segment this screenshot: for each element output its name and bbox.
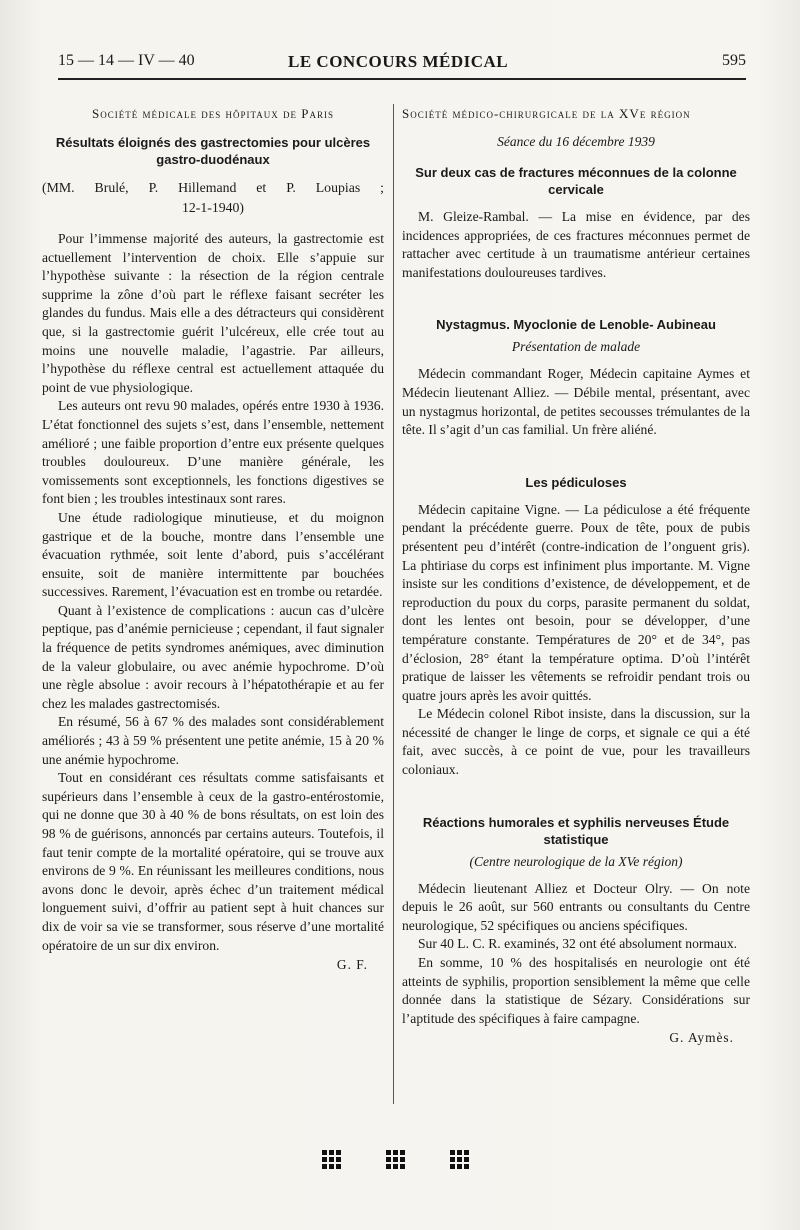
- running-head: [58, 52, 746, 80]
- ornament-cell: [457, 1157, 462, 1162]
- paragraph: Sur 40 L. C. R. examinés, 32 ont été absolument normaux.: [418, 936, 738, 952]
- right-column: [402, 106, 750, 1046]
- ornament-cell: [464, 1150, 469, 1155]
- paragraph: M. Gleize-Rambal. — La mise en évidence, par des incidences appropriées, de ces fractures méconnues permet de rattacher avec certitude à un traumatisme antérieur certaines manifestations douloureuses tardives.: [402, 209, 750, 280]
- paragraph: Tout en considérant ces résultats comme satisfaisants et supérieurs dans l’ensemble à ceux de la gastro-entérostomie, qui ne donne que 30 à 40 % de bons résultats, on est loin des 98 % de guérisons, annoncés par certains auteurs. Toutefois, il faut tenir compte de la mortalité opératoire, qui se trouve aux environs de 9 %. En réunissant les meilleures conditions, nous avons donc le devoir, après échec d’un traitement médical longuement suivi, d’offrir au patient sept à huit chances sur dix de voir sa vie se transformer, sous réserve d’une mortalité opératoire de un sur dix environ.: [42, 770, 384, 953]
- society-heading: Société médico-chirurgicale de la XVe région: [402, 106, 691, 121]
- ornament-cell: [336, 1150, 341, 1155]
- ornament-cell: [400, 1157, 405, 1162]
- signature: G. F.: [336, 957, 368, 973]
- ornament-glyph-icon: [322, 1150, 342, 1170]
- paragraph: Pour l’immense majorité des auteurs, la gastrectomie est actuellement l’intervention de choix. Elle s’appuie sur l’hypothèse suivante : la résection de la région centrale supprime la zône d’où part le réflexe faisant secréter les glandes du fundus. Mais elle a des détracteurs qui considèrent que, si la gastrectomie guérit l’ulcéreux, elle crée tout au moins une nouvelle maladie, l’agastrie. Par ailleurs, l’hypothèse du réflexe central est actuellement attaquée du point de vue physiologique.: [42, 231, 384, 395]
- ornament-cell: [393, 1150, 398, 1155]
- ornament-cell: [450, 1150, 455, 1155]
- ornament-cell: [329, 1164, 334, 1169]
- society-heading: Société médicale des hôpitaux de Paris: [92, 106, 334, 121]
- ornament-cell: [386, 1157, 391, 1162]
- ornament-cell: [336, 1157, 341, 1162]
- paragraph: Les auteurs ont revu 90 malades, opérés entre 1930 à 1936. L’état fonctionnel des sujets s’est, dans l’ensemble, nettement amélioré ; une faible proportion d’entre eux présente quelques troubles douloureux. D’une manière générale, les vomissements sont exceptionnels, les fonctions digestives se font bien ; les troubles intestinaux sont rares.: [42, 398, 384, 507]
- article-title: Nystagmus. Myoclonie de Lenoble- Aubineau: [436, 317, 716, 333]
- ornament-cell: [457, 1164, 462, 1169]
- journal-title: LE CONCOURS MÉDICAL: [288, 52, 509, 71]
- ornament-cell: [322, 1164, 327, 1169]
- paragraph: Quant à l’existence de complications : aucun cas d’ulcère peptique, pas d’anémie pernicieuse ; cependant, il faut signaler la fréquence de petits syndromes anémiques, avec diminution de la valeur globulaire, ou avec anémie hypochrome. D’où une règle absolue : avoir recours à l’hépatothérapie et au fer chez les malades gastrectomisés.: [42, 602, 384, 711]
- article-subtitle: (Centre neurologique de la XVe région): [469, 853, 683, 869]
- ornament-cell: [464, 1164, 469, 1169]
- ornament-cell: [329, 1157, 334, 1162]
- signature: G. Aymès.: [669, 1030, 734, 1046]
- article-title: Sur deux cas de fractures méconnues de la colonne cervicale: [415, 165, 737, 197]
- ornament-cell: [464, 1157, 469, 1162]
- ornament-glyph-icon: [386, 1150, 406, 1170]
- ornament-divider: [0, 1150, 800, 1180]
- column-divider: [393, 104, 394, 1104]
- paragraph: Médecin commandant Roger, Médecin capitaine Aymes et Médecin lieutenant Alliez. — Débile mental, présentant, avec un nystagmus horizontal, de petites secousses trémulantes de la tête. Il s’agit d’un cas familial. Un frère aliéné.: [402, 366, 750, 438]
- article-title: Les pédiculoses: [525, 474, 627, 490]
- ornament-cell: [393, 1164, 398, 1169]
- article-authors: [42, 178, 384, 218]
- article-title: Réactions humorales et syphilis nerveuses Étude statistique: [422, 814, 730, 847]
- ornament-cell: [457, 1150, 462, 1155]
- ornament-cell: [450, 1164, 455, 1169]
- ornament-glyph-icon: [450, 1150, 470, 1170]
- session-date: Séance du 16 décembre 1939: [497, 134, 655, 149]
- paragraph: Médecin lieutenant Alliez et Docteur Olry. — On note depuis le 26 août, sur 560 entrants ou consultants du Centre neurologique, 52 spécifiques ou anciens spécifiques.: [402, 880, 750, 933]
- ornament-cell: [393, 1157, 398, 1162]
- authors-line: (MM. Brulé, P. Hillemand et P. Loupias ;: [42, 180, 384, 195]
- paragraph: Une étude radiologique minutieuse, et du moignon gastrique et de la bouche, montre dans l’ensemble une évacuation rythmée, soit lente d’abord, puis s’accélérant ensuite, soit de manière intermittente par bouchées successives. Rarement, l’évacuation est en trombe ou retardée.: [42, 509, 384, 600]
- page-number: 595: [722, 52, 746, 69]
- ornament-cell: [386, 1150, 391, 1155]
- paragraph: Le Médecin colonel Ribot insiste, dans la discussion, sur la nécessité de changer le linge de corps, et signale ce qui a été fait, avec succès, à ce point de vue, pour les travailleurs coloniaux.: [402, 706, 750, 778]
- ornament-cell: [329, 1150, 334, 1155]
- authors-date: 12-1-1940): [181, 200, 245, 215]
- issue-date: 15 — 14 — IV — 40: [58, 52, 195, 69]
- ornament-cell: [386, 1164, 391, 1169]
- paragraph: En somme, 10 % des hospitalisés en neurologie ont été atteints de syphilis, proportion sensiblement la même que celle donnée dans la statistique de Sézary. Considérations sur l’aptitude des spécifiques à faire campagne.: [402, 955, 750, 1026]
- ornament-cell: [322, 1157, 327, 1162]
- ornament-cell: [322, 1150, 327, 1155]
- paragraph: Médecin capitaine Vigne. — La pédiculose a été fréquente pendant la précédente guerre. Poux de tête, poux de pubis présentent peu d’intérêt (contre-indication de l’onguent gris). La phtiriase du corps est infiniment plus importante. M. Vigne insiste sur les conditions d’existence, de développement, et de reproduction du poux du corps, parasite permanent du soldat, dont les lentes ont besoin, pour se développer, d’une température constante. Températures de 20° et de 34°, pas d’éclosion, 28° étant la température optima. D’où l’intérêt pratique de laisser les vêtements se refroidir pendant trois ou quatre jours après les avoir quittés.: [402, 501, 750, 703]
- ornament-cell: [450, 1157, 455, 1162]
- article-subtitle: Présentation de malade: [511, 339, 641, 355]
- left-column: [42, 106, 384, 973]
- ornament-cell: [336, 1164, 341, 1169]
- paragraph: En résumé, 56 à 67 % des malades sont considérablement améliorés ; 43 à 59 % présentent une petite anémie, 15 à 20 % une anémie hypochrome.: [42, 714, 384, 767]
- ornament-cell: [400, 1164, 405, 1169]
- article-title: Résultats éloignés des gastrectomies pour ulcères gastro-duodénaux: [55, 135, 371, 167]
- ornament-cell: [400, 1150, 405, 1155]
